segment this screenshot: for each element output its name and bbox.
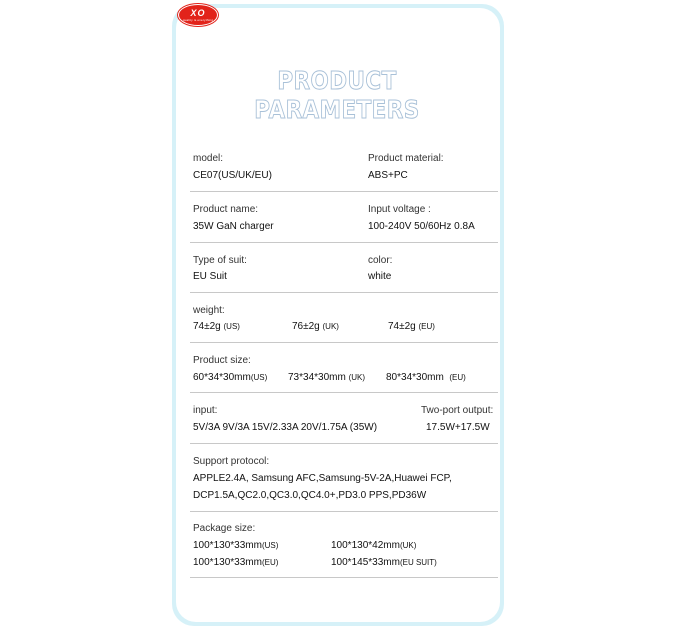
- package-region: (US): [261, 541, 279, 550]
- weight-region: (US): [223, 322, 240, 331]
- divider: [190, 242, 498, 243]
- product-name-label: Product name:: [193, 204, 259, 215]
- two-port-label: Two-port output:: [421, 405, 494, 416]
- logo-text: XO: [190, 7, 206, 18]
- input-value: 5V/3A 9V/3A 15V/2.33A 20V/1.75A (35W): [193, 422, 378, 433]
- weight-value: 74±2g: [388, 321, 416, 332]
- weight-region: (EU): [418, 322, 435, 331]
- divider: [190, 191, 498, 192]
- package-value: 100*145*33mm: [331, 557, 400, 568]
- weight-region: (UK): [322, 322, 339, 331]
- input-voltage-value: 100-240V 50/60Hz 0.8A: [368, 221, 475, 232]
- package-value: 100*130*33mm: [193, 557, 262, 568]
- xo-logo: [177, 3, 219, 27]
- protocol-line: APPLE2.4A, Samsung AFC,Samsung-5V-2A,Huawei FCP,: [193, 473, 452, 484]
- size-region: (UK): [348, 373, 366, 382]
- package-uk: [331, 539, 416, 552]
- suit-value: EU Suit: [193, 271, 227, 282]
- color-label: color:: [368, 255, 393, 266]
- size-uk: [288, 371, 365, 384]
- protocol-line: DCP1.5A,QC2.0,QC3.0,QC4.0+,PD3.0 PPS,PD36W: [193, 490, 427, 501]
- material-label: Product material:: [368, 153, 444, 164]
- protocol-label: Support protocol:: [193, 456, 270, 467]
- size-us: [193, 371, 267, 384]
- material-value: ABS+PC: [368, 170, 408, 181]
- divider: [190, 292, 498, 293]
- divider: [190, 392, 498, 393]
- size-value: 80*34*30mm: [386, 372, 444, 383]
- size-value: 60*34*30mm: [193, 372, 251, 383]
- package-eu-suit: [331, 556, 437, 569]
- package-value: 100*130*33mm: [193, 540, 262, 551]
- weight-label: weight:: [193, 305, 225, 316]
- package-region: (EU SUIT): [399, 558, 437, 567]
- divider: [190, 443, 498, 444]
- input-voltage-label: Input voltage :: [368, 204, 431, 215]
- weight-eu: [388, 320, 435, 333]
- package-us: [193, 539, 278, 552]
- package-label: Package size:: [193, 523, 256, 534]
- weight-us: [193, 320, 240, 333]
- logo-oval: [178, 4, 218, 26]
- package-region: (EU): [261, 558, 279, 567]
- model-value: CE07(US/UK/EU): [193, 170, 272, 181]
- size-region: (EU): [449, 373, 466, 382]
- divider: [190, 577, 498, 578]
- package-eu: [193, 556, 278, 569]
- model-label: model:: [193, 153, 224, 164]
- input-label: input:: [193, 405, 218, 416]
- divider: [190, 342, 498, 343]
- logo-tagline: quality is everything: [182, 17, 214, 22]
- size-region: (US): [250, 373, 268, 382]
- color-value: white: [368, 271, 392, 282]
- product-name-value: 35W GaN charger: [193, 221, 274, 232]
- suit-label: Type of suit:: [193, 255, 247, 266]
- package-value: 100*130*42mm: [331, 540, 400, 551]
- size-value: 73*34*30mm: [288, 372, 346, 383]
- weight-uk: [292, 320, 339, 333]
- page-title: PRODUCT PARAMETERS: [254, 66, 420, 124]
- weight-value: 74±2g: [193, 321, 221, 332]
- size-eu: [386, 371, 466, 384]
- weight-value: 76±2g: [292, 321, 320, 332]
- size-label: Product size:: [193, 355, 251, 366]
- two-port-value: 17.5W+17.5W: [426, 422, 490, 433]
- divider: [190, 511, 498, 512]
- package-region: (UK): [399, 541, 417, 550]
